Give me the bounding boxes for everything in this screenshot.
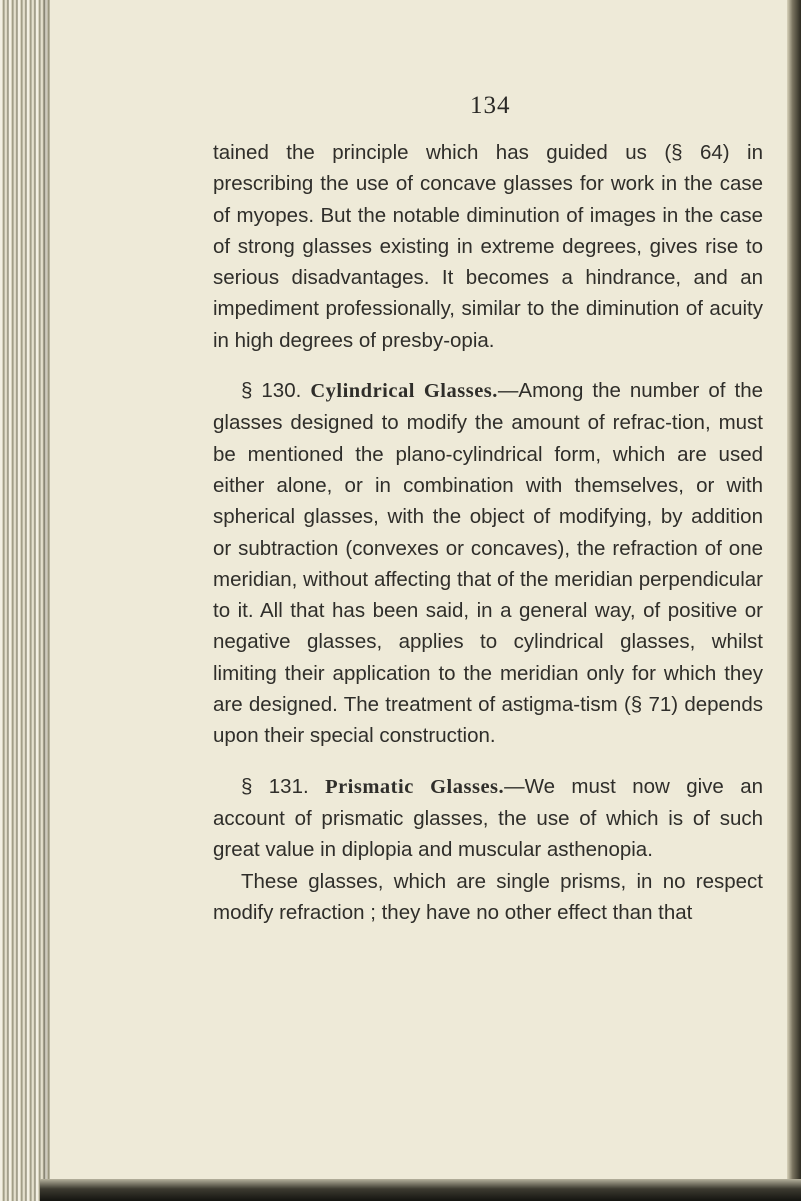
book-edge-left: [0, 0, 50, 1201]
paragraph-continuation: tained the principle which has guided us (§ 64) in prescribing the use of concave glasses for work in the case of myopes. But the notable diminution of images in the case of strong glasses existing in extreme degrees, gives rise to serious disadvantages. It becomes a hindrance, and an impediment professionally, similar to the diminution of acuity in high degrees of presby-opia.: [213, 141, 763, 352]
page-number: 134: [470, 92, 511, 119]
body-text: [213, 137, 763, 928]
section-heading: Prismatic Glasses.: [325, 775, 505, 798]
section-body: —We must now give an account of prismatic glasses, the use of which is of such great value in diplopia and muscular asthenopia.: [213, 774, 763, 862]
paragraph: These glasses, which are single prisms, in no respect modify refraction ; they have no other effect than that: [213, 869, 763, 924]
section-body: —Among the number of the glasses designed to modify the amount of refrac-tion, must be mentioned the plano-cylindrical form, which are used either alone, or in combination with themselves, or with spherical glasses, with the object of modifying, by addition or subtraction (convexes or concaves), the refraction of one meridian, without affecting that of the meridian perpendicular to it. All that has been said, in a general way, of positive or negative glasses, applies to cylindrical glasses, whilst limiting their application to the meridian only for which they are designed. The treatment of astigma-tism (§ 71) depends upon their special construction.: [213, 379, 763, 748]
section-number: § 131.: [241, 774, 326, 798]
book-edge-right: [787, 0, 801, 1201]
book-edge-bottom: [40, 1179, 801, 1201]
section-number: § 130.: [241, 379, 311, 403]
section-130: [213, 375, 763, 752]
section-heading: Cylindrical Glasses.: [310, 380, 498, 403]
section-131: [213, 771, 763, 866]
